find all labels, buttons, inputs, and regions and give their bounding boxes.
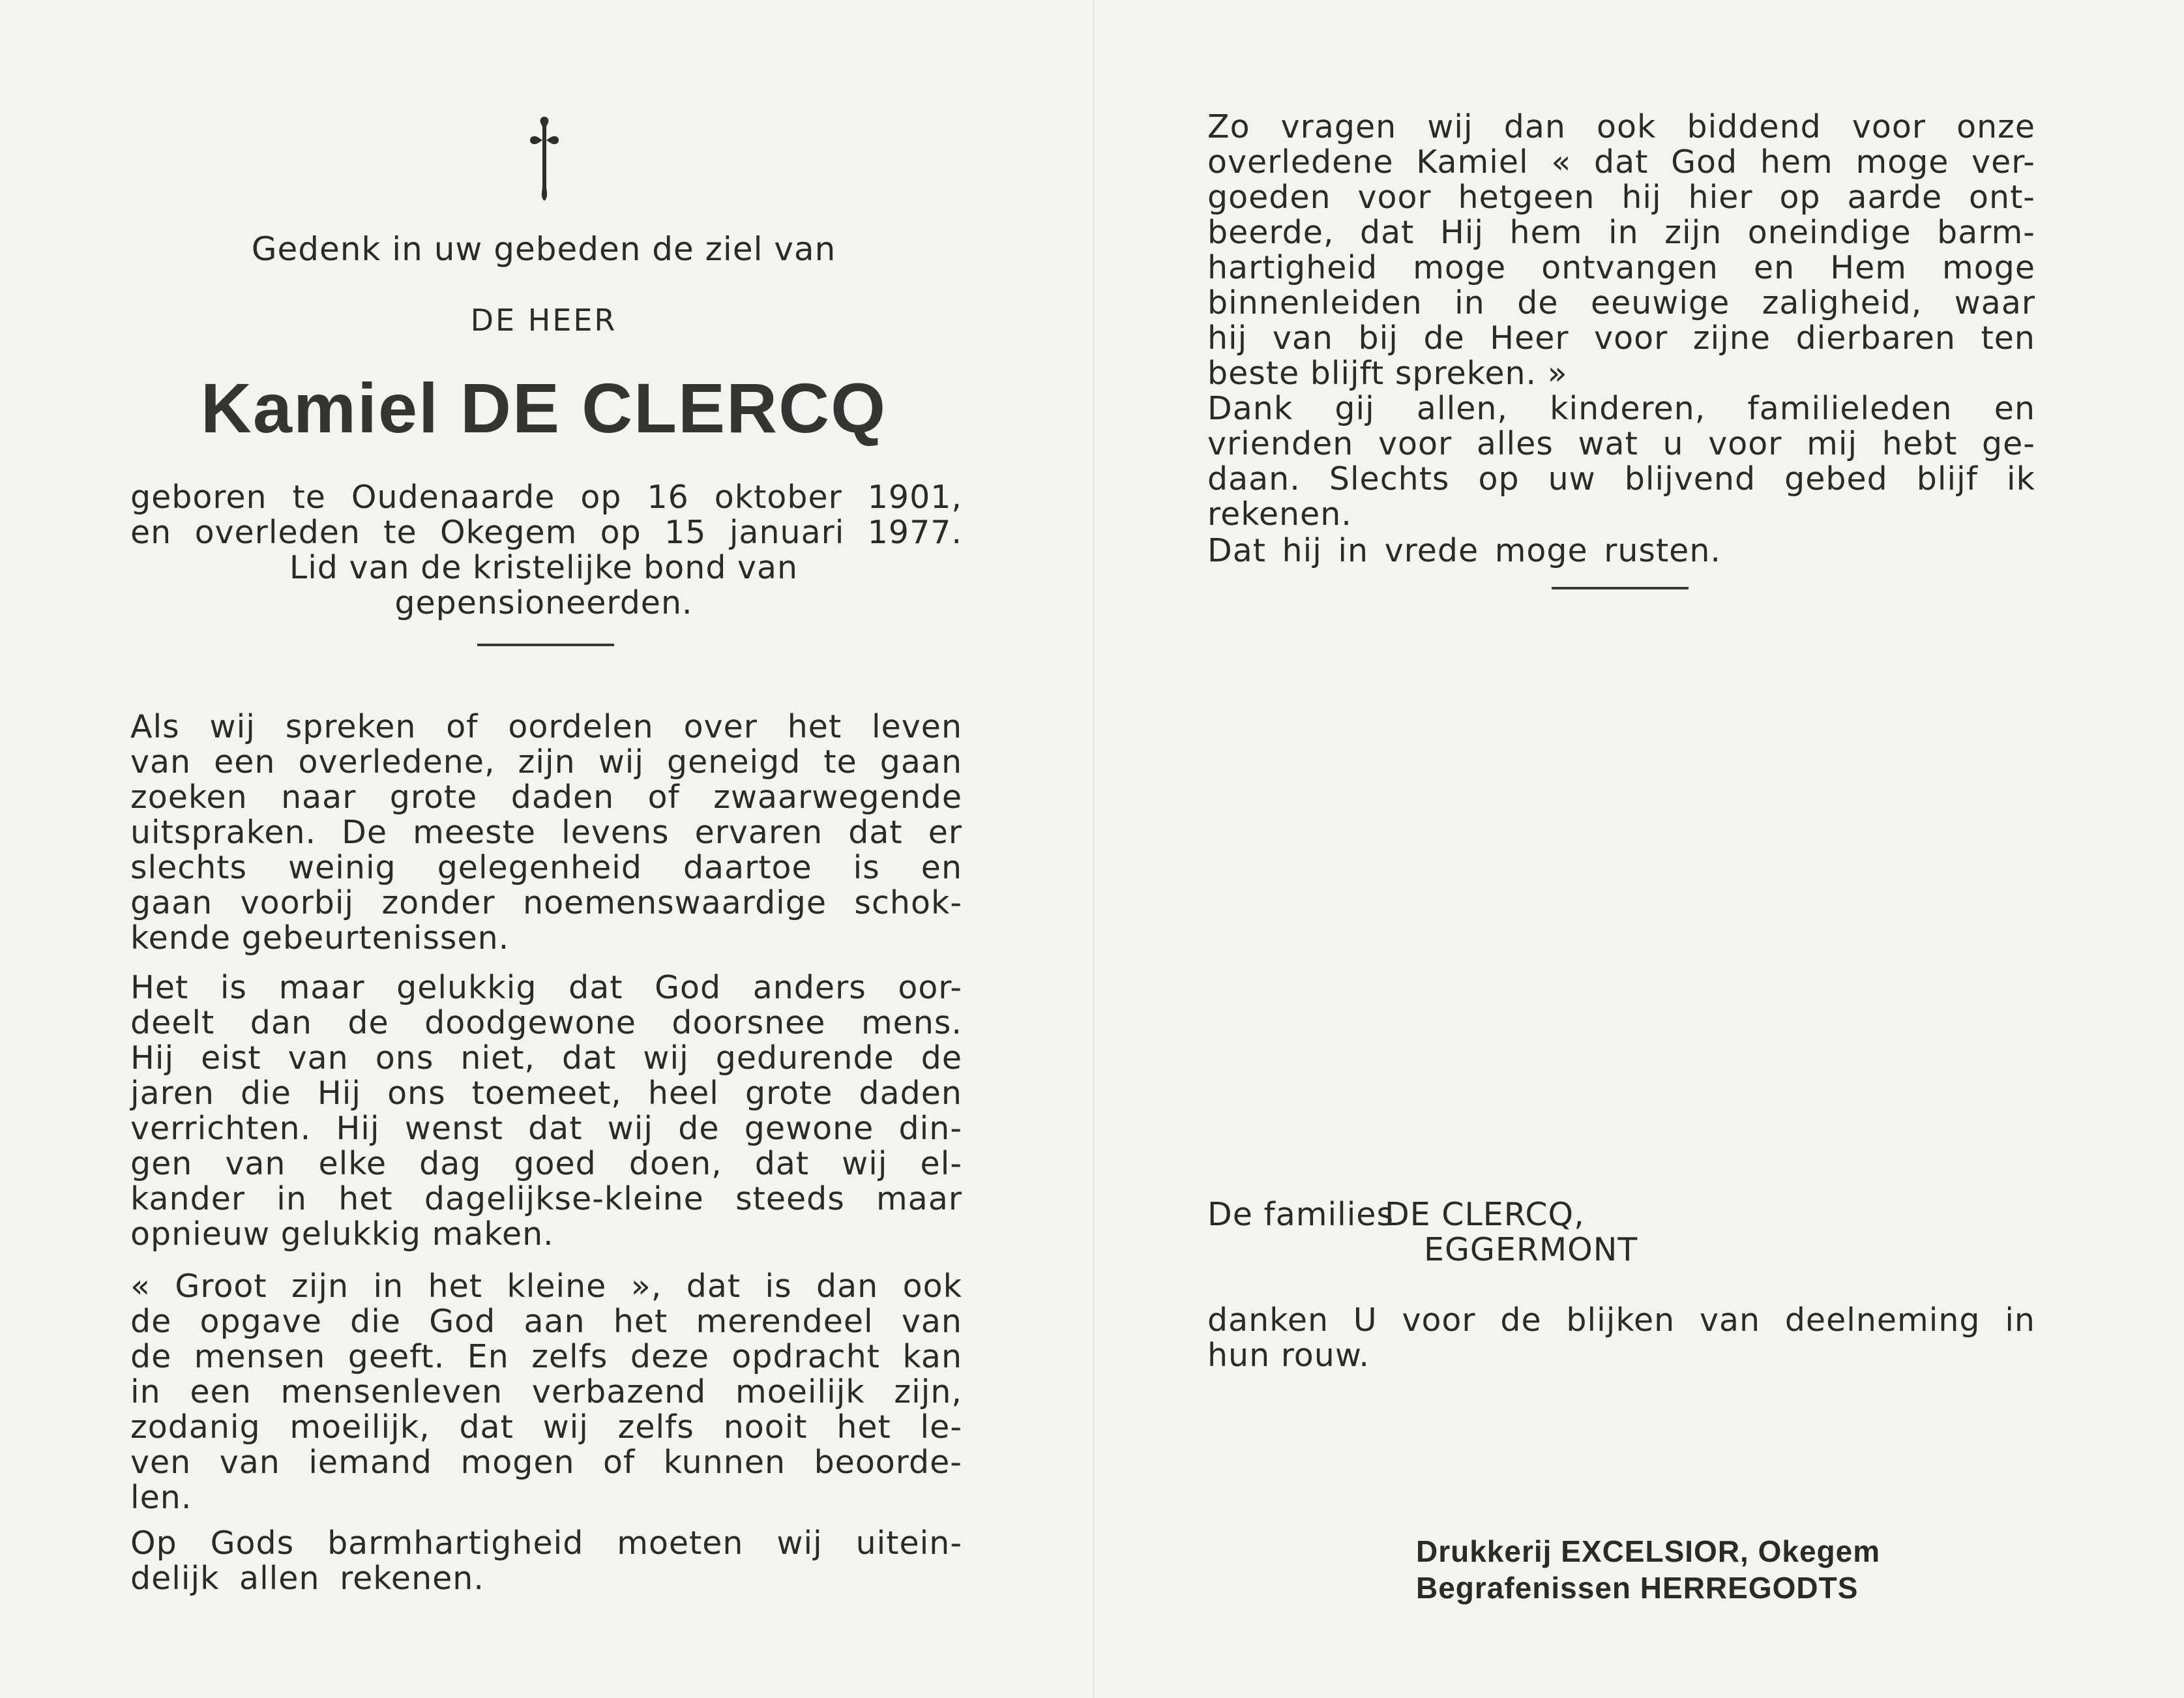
text-line: hartigheid moge ontvangen en Hem moge	[1207, 249, 2035, 286]
text-line: Het is maar gelukkig dat God anders oor-	[130, 969, 962, 1006]
undertaker-credit: Begrafenissen HERREGODTS	[1416, 1571, 1859, 1605]
text-line: Dat hij in vrede moge rusten.	[1207, 532, 1721, 569]
text-line: Dank gij allen, kinderen, familieleden en	[1207, 390, 2035, 427]
families-line	[1207, 1197, 1925, 1232]
rest-text	[1207, 533, 2035, 569]
text-line: de opgave die God aan het merendeel van	[130, 1303, 962, 1340]
text-line: deelt dan de doodgewone doorsnee mens.	[130, 1004, 962, 1041]
text-line: gaan voorbij zonder noemenswaardige schok-	[130, 884, 962, 921]
text-line: kende gebeurtenissen.	[130, 919, 510, 957]
text-line: beerde, dat Hij hem in zijn oneindige barm-	[1207, 214, 2035, 251]
printer-credit: Drukkerij EXCELSIOR, Okegem	[1416, 1534, 1881, 1568]
text-line: kander in het dagelijkse-kleine steeds maar	[130, 1180, 962, 1217]
text-line: beste blijft spreken. »	[1207, 355, 1568, 392]
text-line: gen van elke dag goed doen, dat wij el-	[130, 1145, 962, 1182]
text-line: Als wij spreken of oordelen over het leven	[130, 708, 962, 745]
text-line: hij van bij de Heer voor zijne dierbaren ten	[1207, 320, 2035, 357]
divider-line	[477, 644, 614, 646]
text-line: en overleden te Okegem op 15 januari 1977.	[130, 514, 962, 551]
deceased-name: Kamiel DE CLERCQ	[200, 368, 887, 447]
honorific-title: DE HEER	[470, 303, 617, 338]
membership-text	[98, 550, 990, 621]
text-line: uitspraken. De meeste levens ervaren dat er	[130, 814, 962, 851]
families-text	[1207, 1197, 1925, 1268]
text-line: vrienden voor alles wat u voor mij hebt ge-	[1207, 425, 2035, 462]
text-line: « Groot zijn in het kleine », dat is dan ook	[130, 1268, 962, 1305]
text-line: in een mensenleven verbazend moeilijk zijn,	[130, 1373, 962, 1410]
text-line: van een overledene, zijn wij geneigd te gaan	[130, 743, 962, 781]
divider-line	[1552, 587, 1689, 589]
text-line: zodanig moeilijk, dat wij zelfs nooit het le-	[130, 1408, 962, 1446]
family-name: EGGERMONT	[1424, 1231, 1638, 1268]
text-line: Hij eist van ons niet, dat wij gedurende de	[130, 1039, 962, 1077]
text-line: geboren te Oudenaarde op 16 oktober 1901,	[130, 479, 962, 516]
text-line: daan. Slechts op uw blijvend gebed blijf ik	[1207, 460, 2035, 498]
thanks-text	[1207, 391, 2035, 532]
text-line: Zo vragen wij dan ook biddend voor onze	[1207, 108, 2035, 145]
text-line: hun rouw.	[1207, 1337, 1370, 1374]
card-fold-line	[1093, 0, 1095, 1698]
text-line: rekenen.	[1207, 496, 1352, 533]
text-line: verrichten. Hij wenst dat wij de gewone din-	[130, 1110, 962, 1147]
paragraph-1	[130, 709, 962, 956]
text-line: Op Gods barmhartigheid moeten wij uitein-	[130, 1525, 962, 1562]
text-line: goeden voor hetgeen hij hier op aarde ont-	[1207, 179, 2035, 216]
families-prefix: De families	[1207, 1196, 1394, 1233]
text-line: opnieuw gelukkig maken.	[130, 1215, 554, 1253]
cross-icon	[520, 114, 569, 202]
prayer-text	[1207, 110, 2035, 391]
text-line: slechts weinig gelegenheid daartoe is en	[130, 849, 962, 886]
text-line: danken U voor de blijken van deelneming in	[1207, 1302, 2035, 1339]
intro-text: Gedenk in uw gebeden de ziel van	[251, 230, 836, 268]
text-line: ven van iemand mogen of kunnen beoorde-	[130, 1444, 962, 1481]
text-line: gepensioneerden.	[394, 584, 693, 621]
paragraph-2	[130, 970, 962, 1252]
text-line: overledene Kamiel « dat God hem moge ver-	[1207, 143, 2035, 181]
text-line: zoeken naar grote daden of zwaarwegende	[130, 779, 962, 816]
text-line: len.	[130, 1479, 192, 1516]
text-line: delijk allen rekenen.	[130, 1560, 484, 1597]
paragraph-4	[130, 1526, 962, 1596]
text-line: Lid van de kristelijke bond van	[289, 549, 799, 586]
text-line: jaren die Hij ons toemeet, heel grote daden	[130, 1075, 962, 1112]
gratitude-text	[1207, 1303, 2035, 1373]
paragraph-3	[130, 1269, 962, 1515]
families-line	[1207, 1232, 1925, 1268]
birth-death-text	[130, 480, 962, 550]
text-line: binnenleiden in de eeuwige zaligheid, waar	[1207, 284, 2035, 321]
text-line: de mensen geeft. En zelfs deze opdracht kan	[130, 1338, 962, 1375]
family-name: DE CLERCQ,	[1385, 1196, 1585, 1233]
